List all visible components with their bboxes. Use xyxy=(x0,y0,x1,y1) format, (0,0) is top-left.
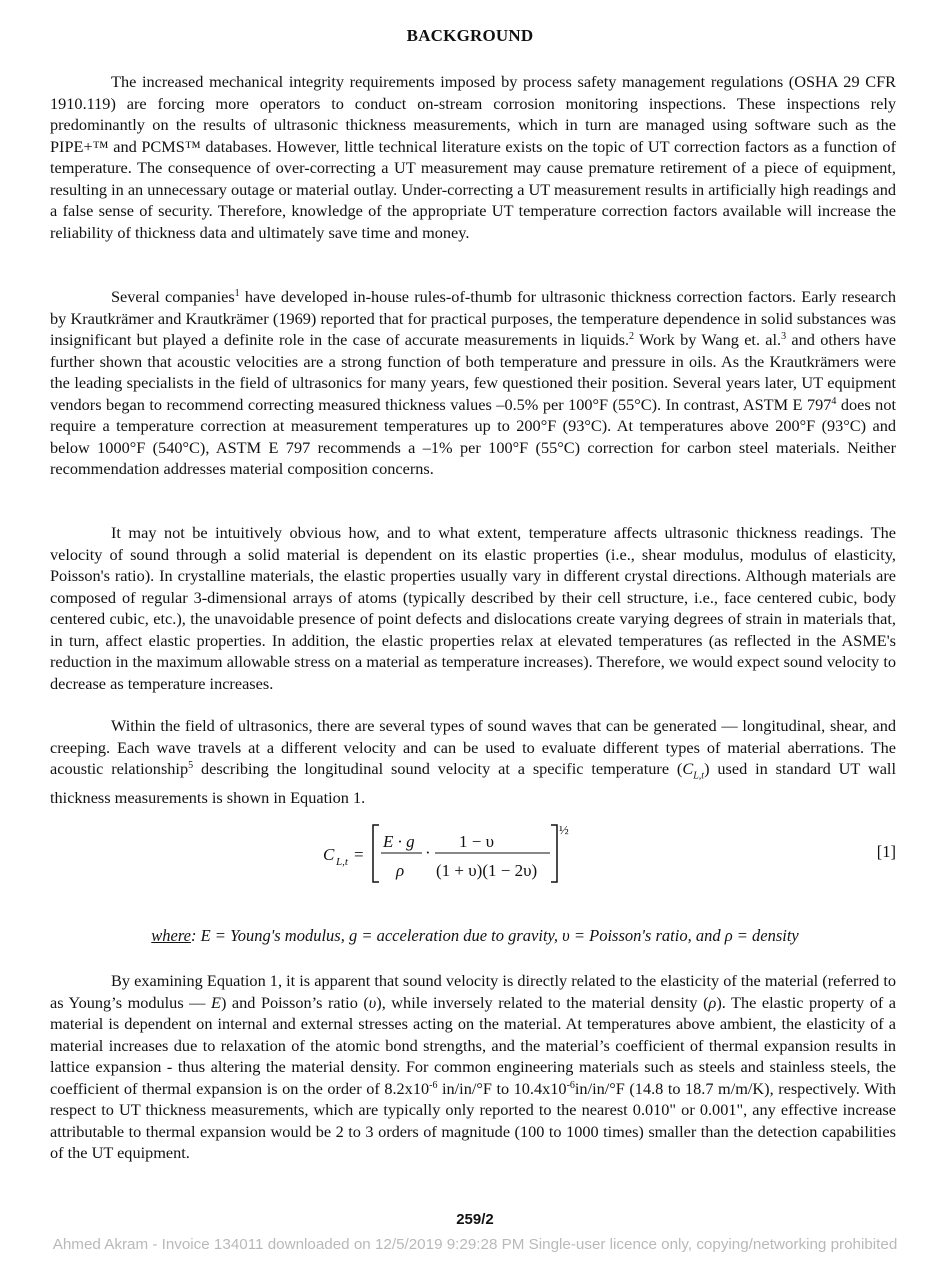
footnote-ref: 4 xyxy=(831,395,837,407)
paragraph-elastic-properties: It may not be intuitively obvious how, and to what extent, temperature affects ultrasonic thickness readings. The velocity of sound through a solid material is dependent on its elastic properties (i.e., shear modulus, modulus of elasticity, Poisson's ratio). In crystalline materials, the elastic properties usually vary in different crystal directions. Although materials are composed of regular 3-dimensional arrays of atoms (typically described by their cell structure, i.e., face centered cubic, body centered cubic, etc.), the unavoidable presence of point defects and dislocations create varying degrees of strain in materials that, in turn, affect elastic properties. In addition, the elastic properties relax at elevated temperatures (as reflected in the ASME's reduction in the maximum allowable stress on a material as temperature increases). Therefore, we would expect sound velocity to decrease as temperature increases. xyxy=(50,523,896,693)
eq-equals: = xyxy=(354,845,364,864)
eq-dot: · xyxy=(425,843,431,862)
paragraph-analysis: By examining Equation 1, it is apparent that sound velocity is directly related to the elasticity of the material (referred to as Young’s modulus — E) and Poisson’s ratio (υ), while inversely related to the material density (ρ). The elastic property of a material is dependent on internal and external stresses acting on the material. At temperatures above ambient, the elasticity of a material increases due to relaxation of the atomic bond strengths, and the material’s coefficient of thermal expansion results in lattice expansion - thus altering the material density. For common engineering materials such as steels and stainless steels, the coefficient of thermal expansion is on the order of $8.2x10^{-6}$ in/in/°F to $10.4x10^{-6}in/in/^\circ F$ (14.8 to 18.7 m/m/K), respectively. With respect to UT thickness measurements, which are typically only reported to the nearest 0.010" or 0.001", any effective increase attributable to thermal expansion would be 2 to 3 orders of magnitude (100 to 1000 times) smaller than the detection capabilities of the UT equipment. xyxy=(50,971,897,1162)
right-bracket xyxy=(551,825,557,882)
license-footer: Ahmed Akram - Invoice 134011 downloaded on 12/5/2019 9:29:28 PM Single-user licence only, copying/networking prohibited xyxy=(52,1236,898,1253)
paragraph-sound-waves: Within the field of ultrasonics, there are several types of sound waves that can be generated — longitudinal, shear, and creeping. Each wave travels at a different velocity and can be used to evaluate different types of material aberrations. The acoustic relationship$^5$ describing the longitudinal sound velocity at a specific temperature $(C_{L,t})$ used in standard UT wall thickness measurements is shown in Equation 1. xyxy=(50,716,896,807)
footnote-ref: 3 xyxy=(781,331,787,342)
footnote-ref: 2 xyxy=(629,331,635,342)
equation-1 xyxy=(0,820,950,890)
equation-legend: where: E = Young's modulus, g = acceleration due to gravity, υ = Poisson's ratio, and ρ = density xyxy=(151,926,799,945)
eq-lhs: C xyxy=(323,845,335,864)
exponent: -6 xyxy=(566,1079,575,1091)
eq-den2: (1 + υ)(1 − 2υ) xyxy=(436,861,538,880)
equation-number: [1] xyxy=(876,842,896,861)
paragraph-intro: The increased mechanical integrity requirements imposed by process safety management regulations (OSHA 29 CFR 1910.119) are forcing more operators to conduct on-stream corrosion monitoring inspections. These inspections rely predominantly on the results of ultrasonic thickness measurements, which in turn are managed using software such as the PIPE+™ and PCMS™ databases. However, little technical literature exists on the topic of UT correction factors as a function of temperature. The consequence of over-correcting a UT measurement may cause premature retirement of a piece of equipment, resulting in an unnecessary outage or material outlay. Under-correcting a UT measurement results in artificially high readings and a false sense of security. Therefore, knowledge of the appropriate UT temperature correction factors available will increase the reliability of thickness data and ultimately save time and money. xyxy=(50,72,896,242)
eq-den1: ρ xyxy=(396,861,405,880)
eq-num2: 1 − υ xyxy=(459,832,495,851)
exponent: -6 xyxy=(429,1079,438,1091)
section-heading: BACKGROUND xyxy=(406,26,534,45)
footnote-ref: 5 xyxy=(188,760,194,771)
left-bracket xyxy=(373,825,379,882)
eq-exponent: ½ xyxy=(559,822,569,837)
eq-num1: E · g xyxy=(383,832,415,851)
eq-lhs-sub: L,t xyxy=(336,856,348,868)
page-number: 259/2 xyxy=(456,1211,494,1228)
paragraph-correction-history: Several companies$^1$ have developed in-house rules-of-thumb for ultrasonic thickness correction factors. Early research by Krautkrämer and Krautkrämer (1969) reported that for practical purposes, the temperature dependence in solid substances was insignificant but played a definite role in the case of accurate measurements in liquids.$^2$ Work by Wang et. al.$^3$ and others have further shown that acoustic velocities are a strong function of both temperature and pressure in oils. As the Krautkrämers were the leading specialists in the field of ultrasonics for many years, few questioned their position. Several years later, UT equipment vendors began to recommend correcting measured thickness values –0.5% per 100°F (55°C). In contrast, ASTM E $797^4$ does not require a temperature correction at measurement temperatures up to 200°F (93°C). At temperatures above 200°F (93°C) and below 1000°F (540°C), ASTM E 797 recommends a –1% per 100°F (55°C) correction for carbon steel materials. Neither recommendation addresses material composition concerns. xyxy=(50,287,897,478)
equation-svg xyxy=(0,820,950,890)
footnote-ref: 1 xyxy=(234,288,240,299)
